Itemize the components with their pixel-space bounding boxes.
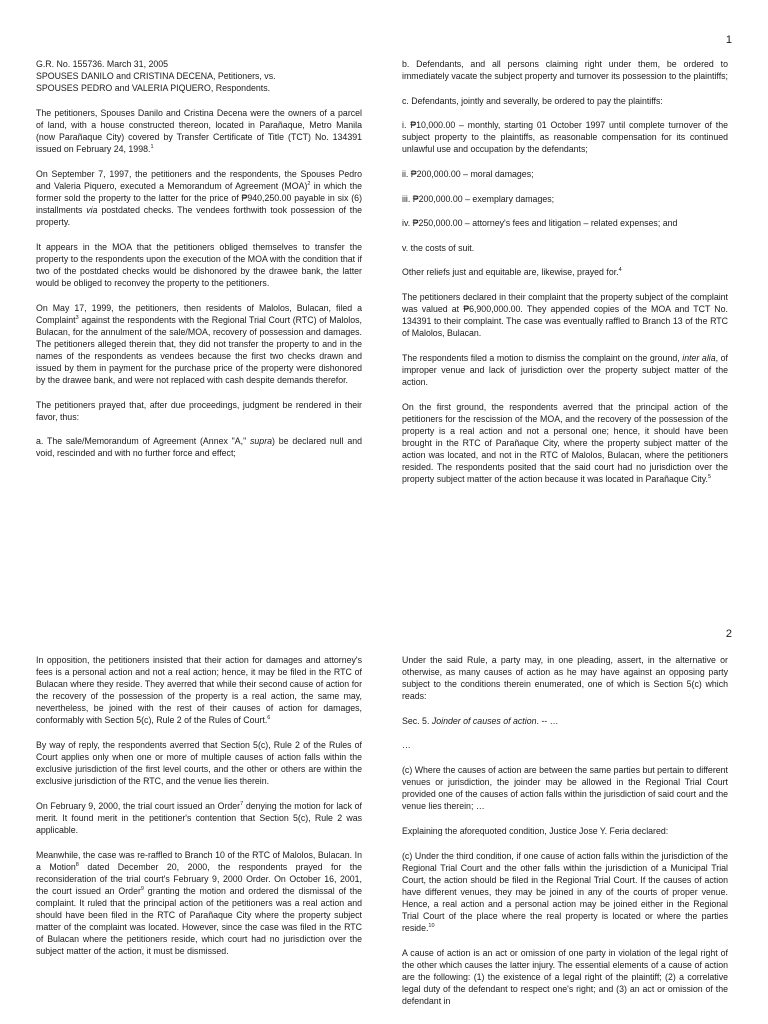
case-respondents: SPOUSES PEDRO and VALERIA PIQUERO, Respondents. [36, 83, 271, 94]
page2-left-column [36, 654, 362, 970]
paragraph: By way of reply, the respondents averred that Section 5(c), Rule 2 of the Rules of Court applies only when one or more of multiple causes of action falls within the exclusive jurisdiction of the first level courts, and the other or others are within the exclusive jurisdiction of the RTC, and the venue lies therein. [36, 740, 362, 787]
paragraph: On February 9, 2000, the trial court issued an Order$^7$ denying the motion for lack of merit. It found merit in the petitioner's contention that Section 5(c), Rule 2 was applicable. [36, 800, 362, 836]
paragraph: (c) Where the causes of action are between the same parties but pertain to different venues or jurisdiction, the joinder may be allowed in the Regional Trial Court provided one of the causes of action falls within the jurisdiction of said court and the venue lies therein; … [402, 765, 728, 812]
paragraph: v. the costs of suit. [402, 242, 475, 253]
paragraph: The respondents filed a motion to dismiss the complaint on the ground, inter alia, of improper venue and lack of jurisdiction over the property subject matter of the action. [402, 352, 728, 388]
paragraph: c. Defendants, jointly and severally, be ordered to pay the plaintiffs: [402, 95, 663, 106]
paragraph: Under the said Rule, a party may, in one pleading, assert, in the alternative or otherwise, as many causes of action as he may have against an opposing party subject to the conditions therein enumerated, one of which is Section 5(c) which reads: [402, 655, 728, 702]
footnote-ref[interactable]: 2 [307, 180, 311, 187]
case-header [36, 58, 362, 94]
case-petitioners: SPOUSES DANILO and CRISTINA DECENA, Petitioners, vs. [36, 71, 276, 82]
footnote-ref[interactable]: 10 [428, 923, 435, 930]
paragraph: i. ₱10,000.00 – monthly, starting 01 October 1997 until complete turnover of the subject property to the plaintiffs, as reasonable compensation for its continued unlawful use and occupation by the defendants; [402, 120, 728, 155]
page-number: 1 [725, 34, 732, 46]
paragraph: On the first ground, the respondents averred that the principal action of the petitioners for the rescission of the MOA, and the recovery of the possession of the property is a real action and not a personal one; hence, it should have been brought in the RTC of Parañaque City, where the property subject matter of the action was located, and not in the RTC of Malolos, Bulacan, where the petitioners resided. The respondents posited that the said court had no jurisdiction over the property subject matter of the action because it was located in Parañaque City.$^5$ [402, 401, 728, 485]
footnote-ref[interactable]: 9 [140, 886, 144, 893]
paragraph: In opposition, the petitioners insisted that their action for damages and attorney's fees is a personal action and not a real action; hence, it may be filed in the RTC of Bulacan where they reside. They averred that while their second cause of action for the recovery of the possession of the property is a real action, the same may, nevertheless, be joined with the rest of their causes of action for damages, conformably with Section 5(c), Rule 2 of the Rules of Court.$^6$ [36, 655, 362, 726]
page1-left-column [36, 58, 362, 472]
paragraph: b. Defendants, and all persons claiming right under them, be ordered to immediately vacate the subject property and turnover its possession to the plaintiffs; [402, 59, 728, 82]
footnote-ref[interactable]: 7 [240, 801, 244, 808]
paragraph: (c) Under the third condition, if one cause of action falls within the jurisdiction of the Regional Trial Court and the other falls within the jurisdiction of a Municipal Trial Court, the action should be filed in the Regional Trial Court. If the causes of action have different venues, they may be joined in any of the courts of proper venue. Hence, a real action and a personal action may be joined either in the Regional Trial Court of the place where the real property is located or where the parties reside.$^{10}$ [402, 850, 728, 934]
paragraph: On May 17, 1999, the petitioners, then residents of Malolos, Bulacan, filed a Complaint$^3$ against the respondents with the Regional Trial Court (RTC) of Malolos, Bulacan, for the annulment of the sale/MOA, recovery of possession and damages. The petitioners alleged therein that, they did not transfer the property to and in the names of the respondents as vendees because the first two checks drawn and issued by them in payment for the purchase price of the property were dishonored by the drawee bank, and were not replaced with cash despite demands therefor. [36, 302, 362, 386]
paragraph: Sec. 5. Joinder of causes of action. -- … [402, 715, 559, 726]
paragraph: Explaining the aforequoted condition, Justice Jose Y. Feria declared: [402, 825, 669, 836]
paragraph: On September 7, 1997, the petitioners and the respondents, the Spouses Pedro and Valeria Piquero, executed a Memorandum of Agreement (MOA)$^2$ in which the former sold the property to the latter for the price of ₱940,250.00 payable in six (6) installments via postdated checks. The vendees forthwith took possession of the property. [36, 168, 363, 228]
footnote-ref[interactable]: 5 [707, 474, 712, 481]
page1-right-column [402, 58, 728, 498]
footnote-ref[interactable]: 6 [267, 715, 271, 722]
paragraph: The petitioners prayed that, after due proceedings, judgment be rendered in their favor, thus: [36, 399, 362, 422]
page2-right-column [402, 654, 728, 1020]
footnote-ref[interactable]: 8 [75, 861, 79, 868]
paragraph: The petitioners declared in their complaint that the property subject of the complaint was valued at ₱6,900,000.00. They appended copies of the MOA and TCT No. 134391 to their complaint. The case was eventually raffled to Branch 13 of the RTC of Malolos, Bulacan. [402, 292, 728, 339]
footnote-ref[interactable]: 3 [75, 314, 79, 321]
paragraph: The petitioners, Spouses Danilo and Cristina Decena were the owners of a parcel of land, with a house constructed thereon, located in Parañaque, Metro Manila (now Parañaque City) covered by Transfer Certificate of Title (TCT) No. 134391 issued on February 24, 1998.$^1$ [36, 107, 362, 155]
paragraph: Meanwhile, the case was re-raffled to Branch 10 of the RTC of Malolos, Bulacan. In a Motion$^8$ dated December 20, 2000, the respondents prayed for the reconsideration of the trial court's February 9, 2000 Order. On October 16, 2001, the court issued an Order$^9$ granting the motion and ordered the dismissal of the complaint. It ruled that the principal action of the petitioners was a real action and should have been filed in the RTC of Parañaque City where the property subject matter of the complaint was located. However, since the case was filed in the RTC of Bulacan where the petitioners reside, which court had no jurisdiction over the subject matter of the action, it must be dismissed. [36, 849, 362, 957]
paragraph: A cause of action is an act or omission of one party in violation of the legal right of the other which causes the latter injury. The essential elements of a cause of action are the following: (1) the existence of a legal right of the plaintiff; (2) a correlative legal duty of the defendant to respect one's right; and (3) an act or omission of the defendant in [402, 947, 728, 1007]
paragraph: iii. ₱200,000.00 – exemplary damages; [402, 193, 555, 204]
paragraph: iv. ₱250,000.00 – attorney's fees and litigation – related expenses; and [402, 218, 678, 229]
paragraph: a. The sale/Memorandum of Agreement (Annex "A," supra) be declared null and void, rescinded and with no further force and effect; [36, 436, 363, 459]
paragraph: … [402, 740, 411, 751]
footnote-ref[interactable]: 1 [150, 144, 154, 151]
page-number: 2 [725, 628, 732, 640]
paragraph: ii. ₱200,000.00 – moral damages; [402, 169, 534, 180]
footnote-ref[interactable]: 4 [618, 267, 622, 274]
case-number: G.R. No. 155736. March 31, 2005 [36, 59, 169, 69]
paragraph: It appears in the MOA that the petitioners obliged themselves to transfer the property to the respondents upon the execution of the MOA with the condition that if two of the postdated checks would be dishonored by the drawee bank, the latter would be obliged to reconvey the property to the petitioners. [36, 241, 362, 288]
paragraph: Other reliefs just and equitable are, likewise, prayed for.$^4$ [402, 267, 622, 278]
